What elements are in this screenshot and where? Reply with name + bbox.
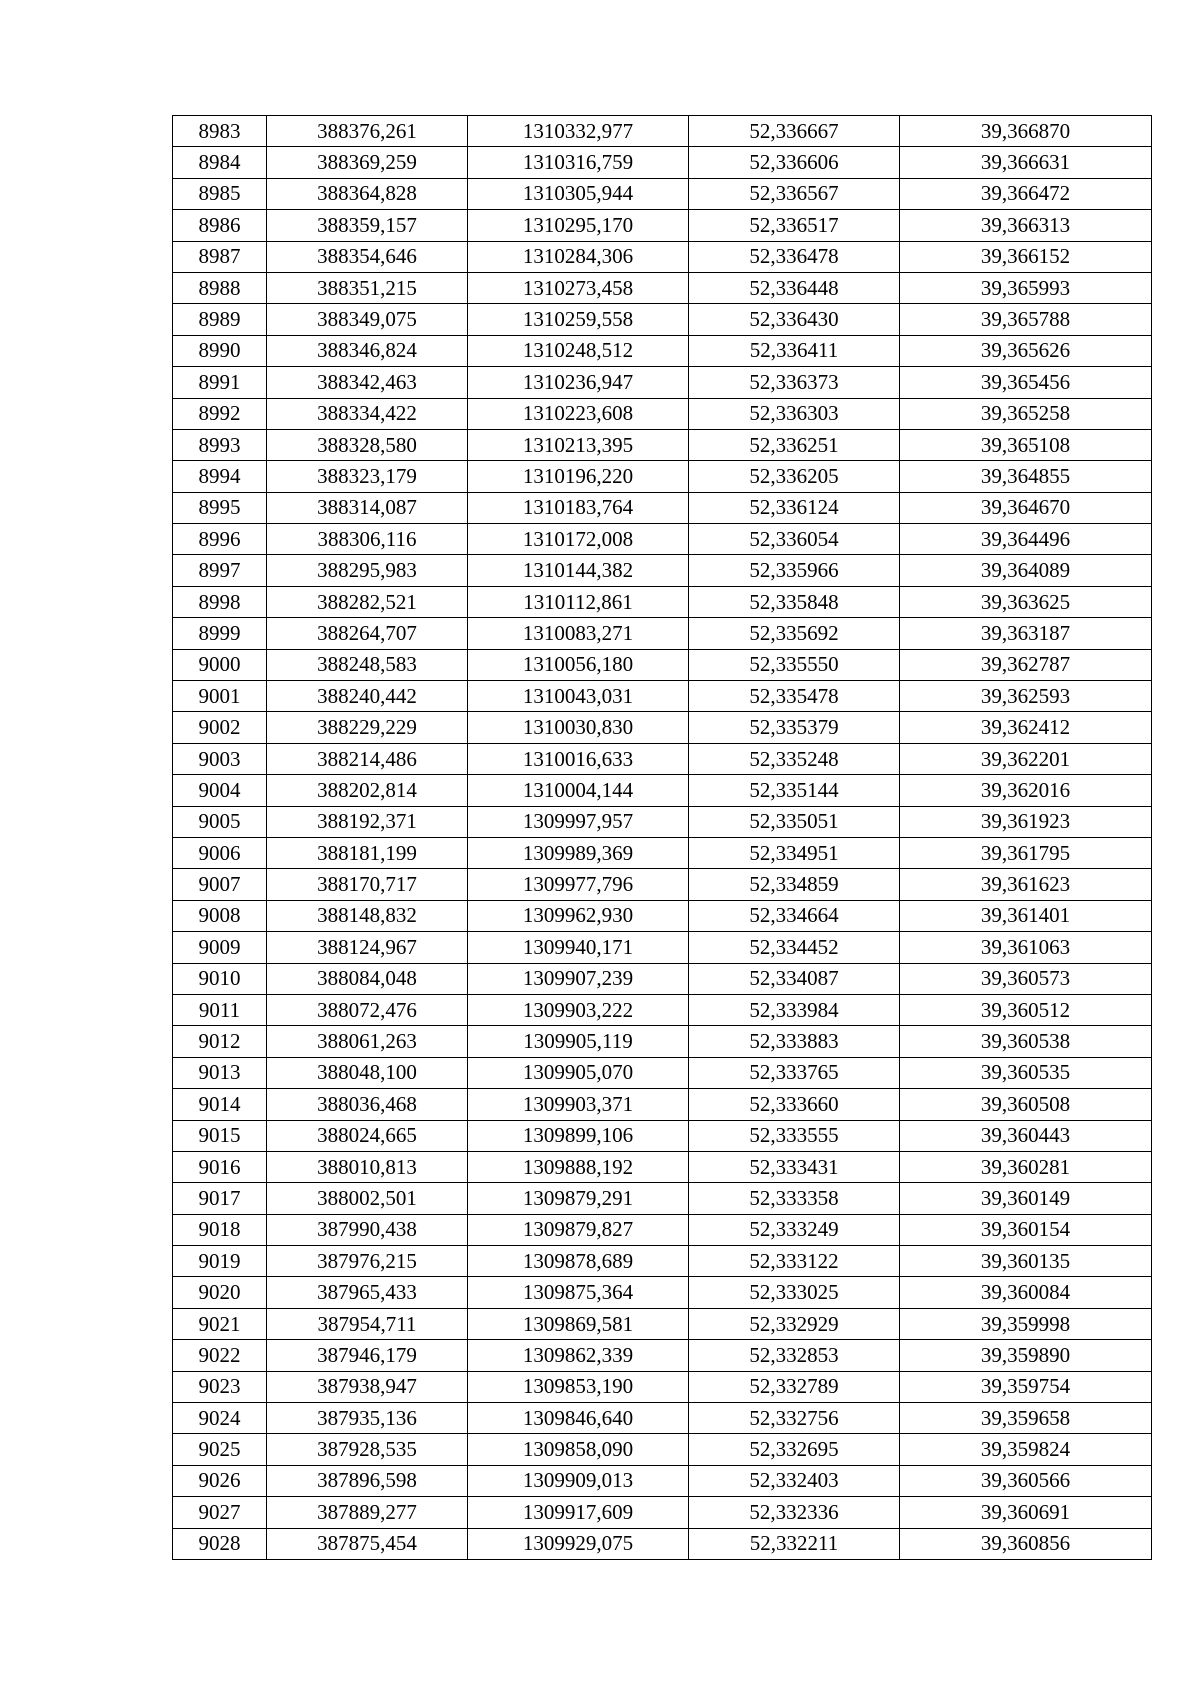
latitude-cell: 52,336667 <box>689 116 900 147</box>
y-coordinate-cell: 1309940,171 <box>468 932 689 963</box>
longitude-cell: 39,359658 <box>900 1403 1152 1434</box>
table-row <box>173 1214 1152 1245</box>
x-coordinate-cell: 387935,136 <box>267 1403 468 1434</box>
x-coordinate-cell: 388036,468 <box>267 1089 468 1120</box>
y-coordinate-cell: 1310316,759 <box>468 147 689 178</box>
latitude-cell: 52,333555 <box>689 1120 900 1151</box>
point-number-cell: 9006 <box>173 837 267 868</box>
point-number-cell: 9010 <box>173 963 267 994</box>
latitude-cell: 52,332929 <box>689 1308 900 1339</box>
point-number-cell: 8994 <box>173 461 267 492</box>
point-number-cell: 9025 <box>173 1434 267 1465</box>
point-number-cell: 8993 <box>173 429 267 460</box>
latitude-cell: 52,332853 <box>689 1340 900 1371</box>
table-row <box>173 869 1152 900</box>
table-row <box>173 1151 1152 1182</box>
x-coordinate-cell: 388359,157 <box>267 210 468 241</box>
point-number-cell: 9013 <box>173 1057 267 1088</box>
point-number-cell: 9022 <box>173 1340 267 1371</box>
longitude-cell: 39,361923 <box>900 806 1152 837</box>
y-coordinate-cell: 1309869,581 <box>468 1308 689 1339</box>
point-number-cell: 9024 <box>173 1403 267 1434</box>
table-row <box>173 524 1152 555</box>
x-coordinate-cell: 388061,263 <box>267 1026 468 1057</box>
y-coordinate-cell: 1310004,144 <box>468 775 689 806</box>
table-row <box>173 178 1152 209</box>
x-coordinate-cell: 387965,433 <box>267 1277 468 1308</box>
longitude-cell: 39,361401 <box>900 900 1152 931</box>
y-coordinate-cell: 1309907,239 <box>468 963 689 994</box>
y-coordinate-cell: 1309899,106 <box>468 1120 689 1151</box>
y-coordinate-cell: 1309875,364 <box>468 1277 689 1308</box>
x-coordinate-cell: 388024,665 <box>267 1120 468 1151</box>
y-coordinate-cell: 1310284,306 <box>468 241 689 272</box>
latitude-cell: 52,333122 <box>689 1246 900 1277</box>
table-row <box>173 1497 1152 1528</box>
table-row <box>173 335 1152 366</box>
y-coordinate-cell: 1309879,827 <box>468 1214 689 1245</box>
x-coordinate-cell: 388346,824 <box>267 335 468 366</box>
longitude-cell: 39,362201 <box>900 743 1152 774</box>
table-row <box>173 147 1152 178</box>
point-number-cell: 9018 <box>173 1214 267 1245</box>
point-number-cell: 9004 <box>173 775 267 806</box>
longitude-cell: 39,362016 <box>900 775 1152 806</box>
latitude-cell: 52,332211 <box>689 1528 900 1559</box>
x-coordinate-cell: 388240,442 <box>267 681 468 712</box>
table-row <box>173 649 1152 680</box>
latitude-cell: 52,336124 <box>689 492 900 523</box>
table-row <box>173 994 1152 1025</box>
longitude-cell: 39,365258 <box>900 398 1152 429</box>
table-row <box>173 1371 1152 1402</box>
table-row <box>173 1465 1152 1496</box>
longitude-cell: 39,360443 <box>900 1120 1152 1151</box>
latitude-cell: 52,333984 <box>689 994 900 1025</box>
y-coordinate-cell: 1309909,013 <box>468 1465 689 1496</box>
latitude-cell: 52,335051 <box>689 806 900 837</box>
latitude-cell: 52,333431 <box>689 1151 900 1182</box>
x-coordinate-cell: 388306,116 <box>267 524 468 555</box>
x-coordinate-cell: 388354,646 <box>267 241 468 272</box>
point-number-cell: 9009 <box>173 932 267 963</box>
latitude-cell: 52,334087 <box>689 963 900 994</box>
table-row <box>173 272 1152 303</box>
point-number-cell: 9020 <box>173 1277 267 1308</box>
table-row <box>173 1057 1152 1088</box>
y-coordinate-cell: 1310030,830 <box>468 712 689 743</box>
y-coordinate-cell: 1309903,371 <box>468 1089 689 1120</box>
table-row <box>173 1277 1152 1308</box>
point-number-cell: 9002 <box>173 712 267 743</box>
x-coordinate-cell: 388229,229 <box>267 712 468 743</box>
point-number-cell: 8984 <box>173 147 267 178</box>
point-number-cell: 8990 <box>173 335 267 366</box>
table-row <box>173 367 1152 398</box>
table-row <box>173 1246 1152 1277</box>
x-coordinate-cell: 388328,580 <box>267 429 468 460</box>
latitude-cell: 52,336373 <box>689 367 900 398</box>
point-number-cell: 9011 <box>173 994 267 1025</box>
y-coordinate-cell: 1309989,369 <box>468 837 689 868</box>
table-row <box>173 1308 1152 1339</box>
x-coordinate-cell: 388351,215 <box>267 272 468 303</box>
latitude-cell: 52,333249 <box>689 1214 900 1245</box>
x-coordinate-cell: 388369,259 <box>267 147 468 178</box>
latitude-cell: 52,336430 <box>689 304 900 335</box>
table-row <box>173 681 1152 712</box>
y-coordinate-cell: 1309879,291 <box>468 1183 689 1214</box>
latitude-cell: 52,332695 <box>689 1434 900 1465</box>
point-number-cell: 9021 <box>173 1308 267 1339</box>
y-coordinate-cell: 1309977,796 <box>468 869 689 900</box>
table-row <box>173 712 1152 743</box>
x-coordinate-cell: 388202,814 <box>267 775 468 806</box>
latitude-cell: 52,336411 <box>689 335 900 366</box>
longitude-cell: 39,360856 <box>900 1528 1152 1559</box>
longitude-cell: 39,364670 <box>900 492 1152 523</box>
y-coordinate-cell: 1309878,689 <box>468 1246 689 1277</box>
point-number-cell: 9008 <box>173 900 267 931</box>
table-row <box>173 586 1152 617</box>
table-row <box>173 806 1152 837</box>
longitude-cell: 39,362593 <box>900 681 1152 712</box>
longitude-cell: 39,363625 <box>900 586 1152 617</box>
table-row <box>173 398 1152 429</box>
x-coordinate-cell: 388072,476 <box>267 994 468 1025</box>
latitude-cell: 52,335550 <box>689 649 900 680</box>
latitude-cell: 52,334859 <box>689 869 900 900</box>
y-coordinate-cell: 1310213,395 <box>468 429 689 460</box>
longitude-cell: 39,365993 <box>900 272 1152 303</box>
table-row <box>173 304 1152 335</box>
point-number-cell: 9014 <box>173 1089 267 1120</box>
point-number-cell: 9028 <box>173 1528 267 1559</box>
point-number-cell: 8997 <box>173 555 267 586</box>
y-coordinate-cell: 1310223,608 <box>468 398 689 429</box>
longitude-cell: 39,360281 <box>900 1151 1152 1182</box>
point-number-cell: 8989 <box>173 304 267 335</box>
x-coordinate-cell: 388282,521 <box>267 586 468 617</box>
latitude-cell: 52,334452 <box>689 932 900 963</box>
longitude-cell: 39,365788 <box>900 304 1152 335</box>
latitude-cell: 52,334664 <box>689 900 900 931</box>
table-row <box>173 429 1152 460</box>
table-row <box>173 743 1152 774</box>
longitude-cell: 39,366870 <box>900 116 1152 147</box>
y-coordinate-cell: 1309929,075 <box>468 1528 689 1559</box>
table-row <box>173 555 1152 586</box>
coordinates-table <box>172 115 1152 1560</box>
point-number-cell: 9027 <box>173 1497 267 1528</box>
table-row <box>173 1528 1152 1559</box>
longitude-cell: 39,359754 <box>900 1371 1152 1402</box>
x-coordinate-cell: 388323,179 <box>267 461 468 492</box>
longitude-cell: 39,364496 <box>900 524 1152 555</box>
table-row <box>173 1089 1152 1120</box>
y-coordinate-cell: 1309862,339 <box>468 1340 689 1371</box>
x-coordinate-cell: 388248,583 <box>267 649 468 680</box>
latitude-cell: 52,336251 <box>689 429 900 460</box>
longitude-cell: 39,362412 <box>900 712 1152 743</box>
y-coordinate-cell: 1309905,070 <box>468 1057 689 1088</box>
table-row <box>173 1434 1152 1465</box>
table-row <box>173 1340 1152 1371</box>
table-row <box>173 775 1152 806</box>
point-number-cell: 8988 <box>173 272 267 303</box>
point-number-cell: 8983 <box>173 116 267 147</box>
longitude-cell: 39,360566 <box>900 1465 1152 1496</box>
x-coordinate-cell: 388295,983 <box>267 555 468 586</box>
longitude-cell: 39,364855 <box>900 461 1152 492</box>
point-number-cell: 9016 <box>173 1151 267 1182</box>
y-coordinate-cell: 1310248,512 <box>468 335 689 366</box>
x-coordinate-cell: 388264,707 <box>267 618 468 649</box>
x-coordinate-cell: 387875,454 <box>267 1528 468 1559</box>
latitude-cell: 52,335248 <box>689 743 900 774</box>
point-number-cell: 9019 <box>173 1246 267 1277</box>
point-number-cell: 8987 <box>173 241 267 272</box>
table-row <box>173 1026 1152 1057</box>
y-coordinate-cell: 1310172,008 <box>468 524 689 555</box>
point-number-cell: 8986 <box>173 210 267 241</box>
latitude-cell: 52,333025 <box>689 1277 900 1308</box>
latitude-cell: 52,333883 <box>689 1026 900 1057</box>
x-coordinate-cell: 387928,535 <box>267 1434 468 1465</box>
point-number-cell: 9001 <box>173 681 267 712</box>
latitude-cell: 52,333765 <box>689 1057 900 1088</box>
latitude-cell: 52,335144 <box>689 775 900 806</box>
table-row <box>173 210 1152 241</box>
longitude-cell: 39,361795 <box>900 837 1152 868</box>
table-row <box>173 837 1152 868</box>
point-number-cell: 8999 <box>173 618 267 649</box>
x-coordinate-cell: 388342,463 <box>267 367 468 398</box>
longitude-cell: 39,366152 <box>900 241 1152 272</box>
table-row <box>173 1120 1152 1151</box>
point-number-cell: 8996 <box>173 524 267 555</box>
point-number-cell: 8992 <box>173 398 267 429</box>
table-row <box>173 1403 1152 1434</box>
table-row <box>173 461 1152 492</box>
longitude-cell: 39,360691 <box>900 1497 1152 1528</box>
y-coordinate-cell: 1310332,977 <box>468 116 689 147</box>
table-row <box>173 963 1152 994</box>
latitude-cell: 52,332789 <box>689 1371 900 1402</box>
longitude-cell: 39,360149 <box>900 1183 1152 1214</box>
coordinates-table-body <box>173 116 1152 1560</box>
y-coordinate-cell: 1310295,170 <box>468 210 689 241</box>
latitude-cell: 52,335848 <box>689 586 900 617</box>
x-coordinate-cell: 387990,438 <box>267 1214 468 1245</box>
latitude-cell: 52,336205 <box>689 461 900 492</box>
point-number-cell: 9005 <box>173 806 267 837</box>
point-number-cell: 9003 <box>173 743 267 774</box>
latitude-cell: 52,332336 <box>689 1497 900 1528</box>
longitude-cell: 39,366313 <box>900 210 1152 241</box>
longitude-cell: 39,365456 <box>900 367 1152 398</box>
x-coordinate-cell: 388084,048 <box>267 963 468 994</box>
x-coordinate-cell: 387896,598 <box>267 1465 468 1496</box>
longitude-cell: 39,360135 <box>900 1246 1152 1277</box>
point-number-cell: 9023 <box>173 1371 267 1402</box>
latitude-cell: 52,332403 <box>689 1465 900 1496</box>
longitude-cell: 39,360535 <box>900 1057 1152 1088</box>
latitude-cell: 52,335478 <box>689 681 900 712</box>
y-coordinate-cell: 1310016,633 <box>468 743 689 774</box>
x-coordinate-cell: 388181,199 <box>267 837 468 868</box>
x-coordinate-cell: 388002,501 <box>267 1183 468 1214</box>
x-coordinate-cell: 388124,967 <box>267 932 468 963</box>
y-coordinate-cell: 1310196,220 <box>468 461 689 492</box>
table-row <box>173 116 1152 147</box>
y-coordinate-cell: 1310183,764 <box>468 492 689 523</box>
longitude-cell: 39,361623 <box>900 869 1152 900</box>
longitude-cell: 39,361063 <box>900 932 1152 963</box>
latitude-cell: 52,333358 <box>689 1183 900 1214</box>
point-number-cell: 9026 <box>173 1465 267 1496</box>
latitude-cell: 52,335692 <box>689 618 900 649</box>
latitude-cell: 52,336478 <box>689 241 900 272</box>
y-coordinate-cell: 1309997,957 <box>468 806 689 837</box>
table-row <box>173 618 1152 649</box>
longitude-cell: 39,363187 <box>900 618 1152 649</box>
x-coordinate-cell: 388314,087 <box>267 492 468 523</box>
latitude-cell: 52,335379 <box>689 712 900 743</box>
latitude-cell: 52,336054 <box>689 524 900 555</box>
longitude-cell: 39,359890 <box>900 1340 1152 1371</box>
x-coordinate-cell: 387976,215 <box>267 1246 468 1277</box>
y-coordinate-cell: 1309858,090 <box>468 1434 689 1465</box>
y-coordinate-cell: 1310144,382 <box>468 555 689 586</box>
y-coordinate-cell: 1309905,119 <box>468 1026 689 1057</box>
x-coordinate-cell: 388334,422 <box>267 398 468 429</box>
longitude-cell: 39,359824 <box>900 1434 1152 1465</box>
point-number-cell: 8995 <box>173 492 267 523</box>
longitude-cell: 39,360573 <box>900 963 1152 994</box>
y-coordinate-cell: 1310273,458 <box>468 272 689 303</box>
longitude-cell: 39,366472 <box>900 178 1152 209</box>
longitude-cell: 39,365108 <box>900 429 1152 460</box>
point-number-cell: 9007 <box>173 869 267 900</box>
longitude-cell: 39,366631 <box>900 147 1152 178</box>
longitude-cell: 39,362787 <box>900 649 1152 680</box>
y-coordinate-cell: 1309962,930 <box>468 900 689 931</box>
longitude-cell: 39,360154 <box>900 1214 1152 1245</box>
x-coordinate-cell: 388148,832 <box>267 900 468 931</box>
y-coordinate-cell: 1310043,031 <box>468 681 689 712</box>
latitude-cell: 52,333660 <box>689 1089 900 1120</box>
x-coordinate-cell: 387938,947 <box>267 1371 468 1402</box>
y-coordinate-cell: 1309888,192 <box>468 1151 689 1182</box>
longitude-cell: 39,360512 <box>900 994 1152 1025</box>
y-coordinate-cell: 1309903,222 <box>468 994 689 1025</box>
x-coordinate-cell: 388214,486 <box>267 743 468 774</box>
latitude-cell: 52,334951 <box>689 837 900 868</box>
longitude-cell: 39,365626 <box>900 335 1152 366</box>
latitude-cell: 52,336567 <box>689 178 900 209</box>
y-coordinate-cell: 1310083,271 <box>468 618 689 649</box>
point-number-cell: 9015 <box>173 1120 267 1151</box>
point-number-cell: 9000 <box>173 649 267 680</box>
table-row <box>173 932 1152 963</box>
y-coordinate-cell: 1310259,558 <box>468 304 689 335</box>
point-number-cell: 9012 <box>173 1026 267 1057</box>
table-row <box>173 1183 1152 1214</box>
point-number-cell: 8998 <box>173 586 267 617</box>
y-coordinate-cell: 1309853,190 <box>468 1371 689 1402</box>
latitude-cell: 52,332756 <box>689 1403 900 1434</box>
longitude-cell: 39,360508 <box>900 1089 1152 1120</box>
point-number-cell: 8991 <box>173 367 267 398</box>
latitude-cell: 52,336517 <box>689 210 900 241</box>
table-row <box>173 241 1152 272</box>
point-number-cell: 8985 <box>173 178 267 209</box>
latitude-cell: 52,336303 <box>689 398 900 429</box>
x-coordinate-cell: 387954,711 <box>267 1308 468 1339</box>
y-coordinate-cell: 1309846,640 <box>468 1403 689 1434</box>
point-number-cell: 9017 <box>173 1183 267 1214</box>
longitude-cell: 39,364089 <box>900 555 1152 586</box>
x-coordinate-cell: 388349,075 <box>267 304 468 335</box>
x-coordinate-cell: 388048,100 <box>267 1057 468 1088</box>
y-coordinate-cell: 1310305,944 <box>468 178 689 209</box>
x-coordinate-cell: 388376,261 <box>267 116 468 147</box>
x-coordinate-cell: 388010,813 <box>267 1151 468 1182</box>
x-coordinate-cell: 388170,717 <box>267 869 468 900</box>
x-coordinate-cell: 387889,277 <box>267 1497 468 1528</box>
latitude-cell: 52,335966 <box>689 555 900 586</box>
table-row <box>173 900 1152 931</box>
x-coordinate-cell: 388364,828 <box>267 178 468 209</box>
y-coordinate-cell: 1310236,947 <box>468 367 689 398</box>
y-coordinate-cell: 1310056,180 <box>468 649 689 680</box>
longitude-cell: 39,359998 <box>900 1308 1152 1339</box>
x-coordinate-cell: 387946,179 <box>267 1340 468 1371</box>
longitude-cell: 39,360538 <box>900 1026 1152 1057</box>
table-row <box>173 492 1152 523</box>
latitude-cell: 52,336448 <box>689 272 900 303</box>
latitude-cell: 52,336606 <box>689 147 900 178</box>
y-coordinate-cell: 1309917,609 <box>468 1497 689 1528</box>
y-coordinate-cell: 1310112,861 <box>468 586 689 617</box>
longitude-cell: 39,360084 <box>900 1277 1152 1308</box>
x-coordinate-cell: 388192,371 <box>267 806 468 837</box>
